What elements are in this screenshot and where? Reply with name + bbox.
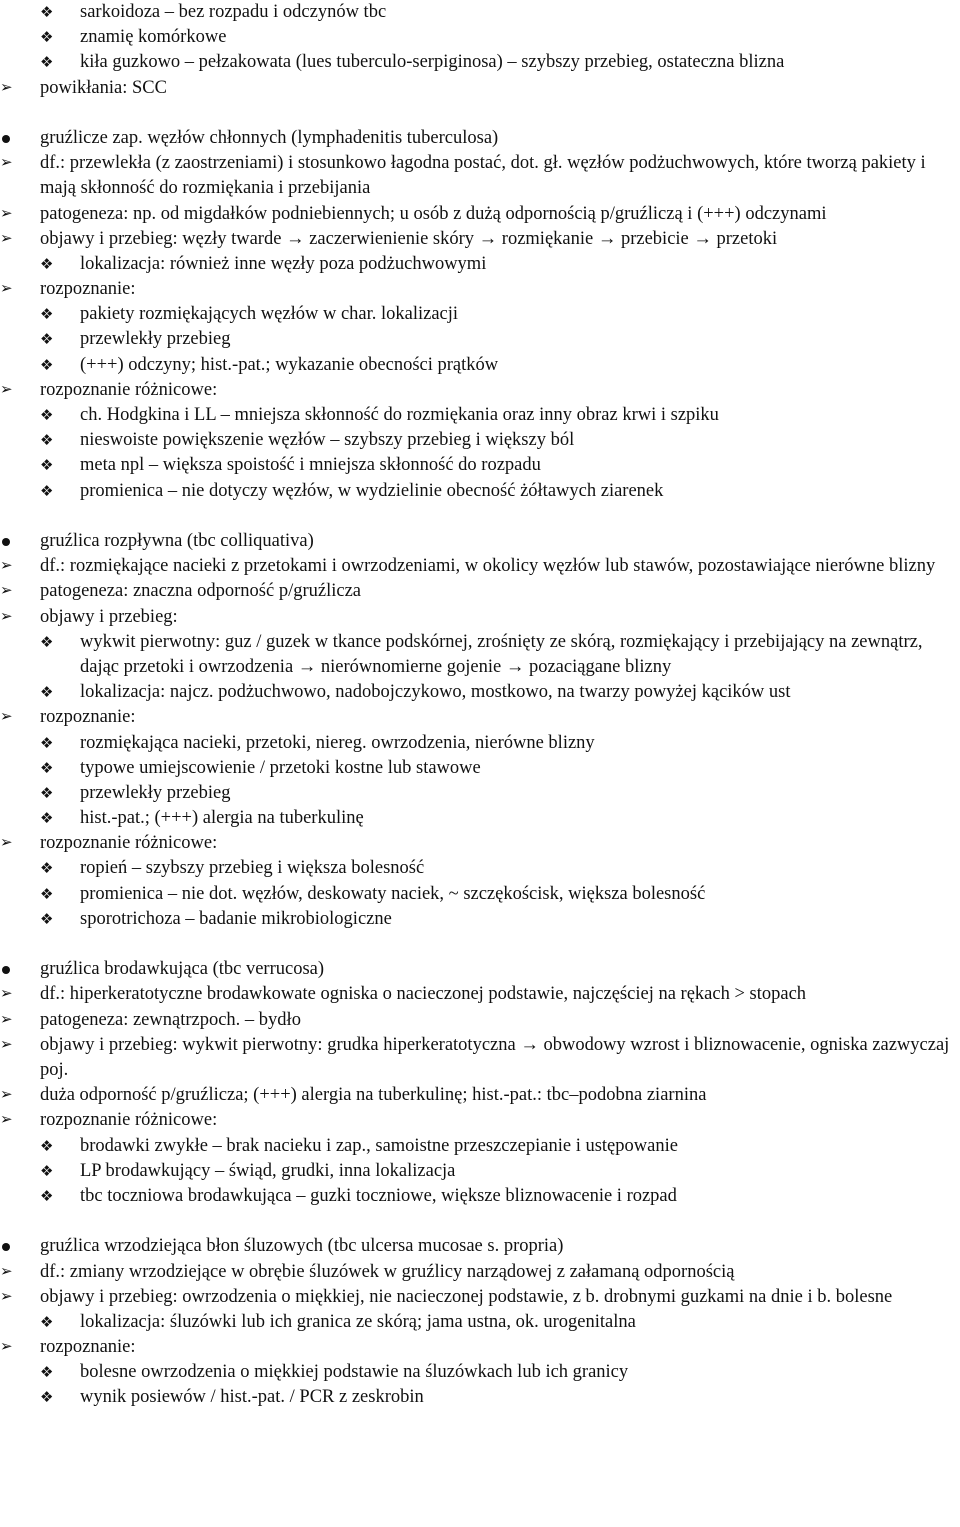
list-item-text: patogeneza: zewnątrzpoch. – bydło	[40, 1009, 301, 1030]
list-item	[0, 680, 960, 705]
list-item	[0, 277, 960, 302]
list-item	[0, 1159, 960, 1184]
list-item-text: df.: hiperkeratotyczne brodawkowate ogniska o nacieczonej podstawie, najczęściej na rękach > stopach	[40, 984, 807, 1005]
list-item-text: wynik posiewów / hist.-pat. / PCR z zeskrobin	[80, 1387, 424, 1408]
diamond-bullet-icon	[40, 907, 60, 932]
bullet-dot-shape	[2, 966, 10, 974]
diamond-glyph: ❖	[40, 481, 54, 500]
arrowhead-glyph: ➢	[0, 1286, 13, 1305]
arrowhead-glyph: ➢	[0, 707, 13, 726]
list-item-text: patogeneza: znaczna odporność p/gruźlicza	[40, 581, 362, 602]
diamond-bullet-icon	[40, 806, 60, 831]
arrowhead-glyph: ➢	[0, 1110, 13, 1129]
section-heading-item	[0, 529, 960, 554]
diamond-glyph: ❖	[40, 330, 54, 349]
list-item	[0, 353, 960, 378]
diamond-glyph: ❖	[40, 431, 54, 450]
list-item-text: ch. Hodgkina i LL – mniejsza skłonność do rozmiękania oraz inny obraz krwi i szpiku	[80, 405, 719, 426]
arrowhead-bullet-icon	[0, 1008, 20, 1033]
list-item	[0, 579, 960, 604]
list-item-text: lokalizacja: również inne węzły poza podżuchwowymi	[80, 253, 487, 274]
list-item-text: rozmiękająca nacieki, przetoki, niereg. owrzodzenia, nierówne blizny	[80, 732, 595, 753]
list-item	[0, 1033, 960, 1083]
arrowhead-bullet-icon	[0, 378, 20, 403]
list-item	[0, 1134, 960, 1159]
diamond-glyph: ❖	[40, 758, 54, 777]
list-item-text: gruźlica wrzodziejąca błon śluzowych (tbc ulcersa mucosae s. propria)	[40, 1236, 564, 1257]
list-item	[0, 151, 960, 201]
diamond-glyph: ❖	[40, 1186, 54, 1205]
arrowhead-bullet-icon	[0, 202, 20, 227]
list-item-text: rozpoznanie różnicowe:	[40, 379, 218, 400]
list-item-text: przewlekły przebieg	[80, 782, 231, 803]
list-item	[0, 630, 960, 680]
bullet-dot-shape	[2, 1243, 10, 1251]
list-item-text: objawy i przebieg: wykwit pierwotny: grudka hiperkeratotyczna → obwodowy wzrost i bliznowacenie, ogniska zazwyczaj poj.	[40, 1034, 950, 1080]
diamond-bullet-icon	[40, 252, 60, 277]
list-item	[0, 1184, 960, 1209]
arrowhead-glyph: ➢	[0, 1337, 13, 1356]
arrowhead-bullet-icon	[0, 605, 20, 630]
list-item	[0, 1008, 960, 1033]
diamond-glyph: ❖	[40, 254, 54, 273]
list-item-text: LP brodawkujący – świąd, grudki, inna lokalizacja	[80, 1160, 456, 1181]
list-item-text: meta npl – większa spoistość i mniejsza skłonność do rozpadu	[80, 455, 541, 476]
diamond-bullet-icon	[40, 756, 60, 781]
list-item-text: objawy i przebieg: węzły twarde → zaczerwienienie skóry → rozmiękanie → przebicie → przetoki	[40, 228, 778, 249]
diamond-bullet-icon	[40, 731, 60, 756]
diamond-glyph: ❖	[40, 683, 54, 702]
arrowhead-glyph: ➢	[0, 1034, 13, 1053]
list-item	[0, 227, 960, 252]
list-item	[0, 1260, 960, 1285]
list-item	[0, 1335, 960, 1360]
list-item	[0, 302, 960, 327]
diamond-bullet-icon	[40, 0, 60, 25]
list-item	[0, 907, 960, 932]
list-item	[0, 705, 960, 730]
list-item	[0, 781, 960, 806]
arrowhead-bullet-icon	[0, 1083, 20, 1108]
list-item	[0, 882, 960, 907]
bullet-dot-icon	[0, 529, 20, 554]
diamond-glyph: ❖	[40, 783, 54, 802]
section-heading-item	[0, 957, 960, 982]
diamond-bullet-icon	[40, 428, 60, 453]
list-item-text: promienica – nie dot. węzłów, deskowaty naciek, ~ szczękościsk, większa bolesność	[80, 883, 706, 904]
list-item-text: (+++) odczyny; hist.-pat.; wykazanie obecności prątków	[80, 354, 499, 375]
diamond-glyph: ❖	[40, 1363, 54, 1382]
list-item-text: nieswoiste powiększenie węzłów – szybszy przebieg i większy ból	[80, 430, 575, 451]
list-item-text: gruźlicze zap. węzłów chłonnych (lymphadenitis tuberculosa)	[40, 127, 499, 148]
arrowhead-bullet-icon	[0, 227, 20, 252]
list-item	[0, 1310, 960, 1335]
arrowhead-bullet-icon	[0, 151, 20, 176]
list-item-text: duża odporność p/gruźlicza; (+++) alergia na tuberkulinę; hist.-pat.: tbc–podobna ziarnina	[40, 1085, 707, 1106]
list-item-text: tbc toczniowa brodawkująca – guzki toczniowe, większe bliznowacenie i rozpad	[80, 1185, 677, 1206]
list-item-text: brodawki zwykłe – brak nacieku i zap., samoistne przeszczepianie i ustępowanie	[80, 1135, 678, 1156]
diamond-glyph: ❖	[40, 733, 54, 752]
list-item-text: objawy i przebieg:	[40, 606, 178, 627]
diamond-bullet-icon	[40, 781, 60, 806]
list-item-text: df.: przewlekła (z zaostrzeniami) i stosunkowo łagodna postać, dot. gł. węzłów podżuchwowych, które tworzą pakiety i mają skłonność do rozmiękania i przebijania	[40, 153, 926, 199]
diamond-glyph: ❖	[40, 809, 54, 828]
diamond-glyph: ❖	[40, 355, 54, 374]
arrowhead-glyph: ➢	[0, 1009, 13, 1028]
list-item	[0, 856, 960, 881]
diamond-bullet-icon	[40, 403, 60, 428]
list-item	[0, 1360, 960, 1385]
arrowhead-bullet-icon	[0, 705, 20, 730]
list-item	[0, 1108, 960, 1133]
arrowhead-bullet-icon	[0, 831, 20, 856]
blank-line	[0, 932, 960, 957]
section-heading-item	[0, 1234, 960, 1259]
diamond-bullet-icon	[40, 1310, 60, 1335]
section-heading-item	[0, 126, 960, 151]
arrowhead-glyph: ➢	[0, 984, 13, 1003]
list-item	[0, 554, 960, 579]
arrowhead-glyph: ➢	[0, 581, 13, 600]
arrowhead-glyph: ➢	[0, 1261, 13, 1280]
diamond-bullet-icon	[40, 327, 60, 352]
list-item-text: rozpoznanie:	[40, 1337, 136, 1358]
list-item-text: bolesne owrzodzenia o miękkiej podstawie na śluzówkach lub ich granicy	[80, 1362, 629, 1383]
bullet-dot-icon	[0, 126, 20, 151]
diamond-glyph: ❖	[40, 28, 54, 47]
list-item	[0, 25, 960, 50]
diamond-bullet-icon	[40, 882, 60, 907]
diamond-glyph: ❖	[40, 3, 54, 21]
diamond-glyph: ❖	[40, 859, 54, 878]
arrowhead-glyph: ➢	[0, 77, 13, 96]
list-item-text: sporotrichoza – badanie mikrobiologiczne	[80, 908, 392, 929]
list-item-text: sarkoidoza – bez rozpadu i odczynów tbc	[80, 2, 387, 22]
diamond-bullet-icon	[40, 680, 60, 705]
diamond-glyph: ❖	[40, 632, 54, 651]
list-item	[0, 327, 960, 352]
list-item-text: wykwit pierwotny: guz / guzek w tkance podskórnej, zrośnięty ze skórą, rozmiękający i przebijający na zewnątrz, dając przetoki i owrzodzenia → nierównomierne gojenie → pozaciągane blizny	[80, 631, 923, 677]
list-item	[0, 428, 960, 453]
arrowhead-glyph: ➢	[0, 379, 13, 398]
arrowhead-glyph: ➢	[0, 228, 13, 247]
arrowhead-glyph: ➢	[0, 556, 13, 575]
list-item-text: pakiety rozmiękających węzłów w char. lokalizacji	[80, 304, 459, 325]
diamond-bullet-icon	[40, 1159, 60, 1184]
list-item	[0, 1385, 960, 1410]
list-item-text: powikłania: SCC	[40, 77, 167, 98]
diamond-bullet-icon	[40, 1385, 60, 1410]
bullet-dot-shape	[2, 538, 10, 546]
arrowhead-bullet-icon	[0, 1033, 20, 1058]
list-item-text: ropień – szybszy przebieg i większa bolesność	[80, 858, 425, 879]
diamond-glyph: ❖	[40, 53, 54, 72]
list-item-text: gruźlica brodawkująca (tbc verrucosa)	[40, 959, 325, 980]
list-item	[0, 50, 960, 75]
blank-line	[0, 504, 960, 529]
list-item	[0, 1285, 960, 1310]
list-item	[0, 0, 960, 25]
blank-line	[0, 1209, 960, 1234]
diamond-bullet-icon	[40, 856, 60, 881]
diamond-glyph: ❖	[40, 884, 54, 903]
diamond-bullet-icon	[40, 353, 60, 378]
list-item	[0, 806, 960, 831]
diamond-glyph: ❖	[40, 406, 54, 425]
arrowhead-bullet-icon	[0, 982, 20, 1007]
list-item-text: rozpoznanie:	[40, 279, 136, 300]
arrowhead-bullet-icon	[0, 1108, 20, 1133]
list-item-text: patogeneza: np. od migdałków podniebiennych; u osób z dużą odpornością p/gruźliczą i (+++) odczynami	[40, 203, 827, 224]
list-item	[0, 731, 960, 756]
list-item	[0, 479, 960, 504]
diamond-glyph: ❖	[40, 909, 54, 928]
list-item-text: rozpoznanie różnicowe:	[40, 1110, 218, 1131]
list-item	[0, 378, 960, 403]
arrowhead-glyph: ➢	[0, 279, 13, 298]
arrowhead-bullet-icon	[0, 1335, 20, 1360]
list-item	[0, 252, 960, 277]
list-item-text: df.: zmiany wrzodziejące w obrębie śluzówek w gruźlicy narządowej z załamaną odpornością	[40, 1261, 735, 1282]
list-item-text: promienica – nie dotyczy węzłów, w wydzielinie obecność żółtawych ziarenek	[80, 480, 664, 501]
arrowhead-glyph: ➢	[0, 203, 13, 222]
list-item-text: df.: rozmiękające nacieki z przetokami i owrzodzeniami, w okolicy węzłów lub stawów, pozostawiające nierówne blizny	[40, 556, 936, 577]
list-item-text: rozpoznanie:	[40, 707, 136, 728]
arrowhead-bullet-icon	[0, 1260, 20, 1285]
bullet-dot-shape	[2, 135, 10, 143]
blank-line	[0, 101, 960, 126]
arrowhead-bullet-icon	[0, 1285, 20, 1310]
list-item-text: przewlekły przebieg	[80, 329, 231, 350]
arrowhead-bullet-icon	[0, 277, 20, 302]
arrowhead-glyph: ➢	[0, 153, 13, 172]
arrowhead-glyph: ➢	[0, 833, 13, 852]
bullet-dot-icon	[0, 957, 20, 982]
list-item	[0, 756, 960, 781]
list-item	[0, 403, 960, 428]
diamond-bullet-icon	[40, 1134, 60, 1159]
bullet-dot-icon	[0, 1234, 20, 1259]
diamond-glyph: ❖	[40, 1388, 54, 1407]
list-item-text: hist.-pat.; (+++) alergia na tuberkulinę	[80, 808, 364, 829]
diamond-bullet-icon	[40, 630, 60, 655]
diamond-glyph: ❖	[40, 1312, 54, 1331]
diamond-bullet-icon	[40, 1184, 60, 1209]
diamond-glyph: ❖	[40, 456, 54, 475]
arrowhead-glyph: ➢	[0, 606, 13, 625]
diamond-bullet-icon	[40, 50, 60, 75]
list-item	[0, 453, 960, 478]
diamond-glyph: ❖	[40, 1136, 54, 1155]
list-item-text: lokalizacja: najcz. podżuchwowo, nadobojczykowo, mostkowo, na twarzy powyżej kącików ust	[80, 682, 791, 703]
arrowhead-bullet-icon	[0, 76, 20, 101]
diamond-bullet-icon	[40, 1360, 60, 1385]
arrowhead-bullet-icon	[0, 579, 20, 604]
diamond-bullet-icon	[40, 25, 60, 50]
list-item	[0, 1083, 960, 1108]
list-item	[0, 202, 960, 227]
list-item	[0, 831, 960, 856]
diamond-bullet-icon	[40, 302, 60, 327]
list-item-text: rozpoznanie różnicowe:	[40, 833, 218, 854]
list-item-text: gruźlica rozpływna (tbc colliquativa)	[40, 530, 314, 551]
list-item	[0, 605, 960, 630]
diamond-glyph: ❖	[40, 305, 54, 324]
list-item-text: lokalizacja: śluzówki lub ich granica ze skórą; jama ustna, ok. urogenitalna	[80, 1311, 636, 1332]
diamond-bullet-icon	[40, 453, 60, 478]
list-item	[0, 76, 960, 101]
list-item-text: znamię komórkowe	[80, 27, 227, 48]
list-item-text: objawy i przebieg: owrzodzenia o miękkiej, nie nacieczonej podstawie, z b. drobnymi guzkami na dnie i b. bolesne	[40, 1286, 893, 1307]
arrowhead-bullet-icon	[0, 554, 20, 579]
arrowhead-glyph: ➢	[0, 1085, 13, 1104]
diamond-bullet-icon	[40, 479, 60, 504]
list-item-text: typowe umiejscowienie / przetoki kostne lub stawowe	[80, 757, 481, 778]
list-item	[0, 982, 960, 1007]
diamond-glyph: ❖	[40, 1161, 54, 1180]
list-item-text: kiła guzkowo – pełzakowata (lues tuberculo-serpiginosa) – szybszy przebieg, ostateczna blizna	[80, 52, 785, 73]
